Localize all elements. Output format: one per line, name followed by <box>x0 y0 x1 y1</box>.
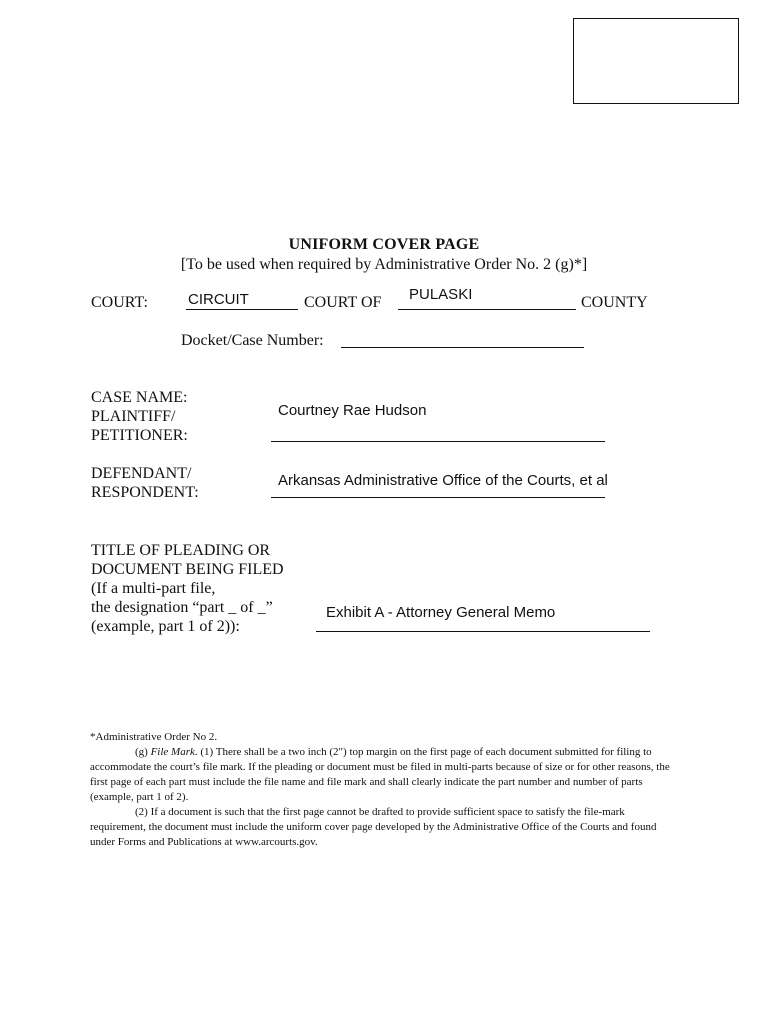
pleading-title-label: TITLE OF PLEADING OR <box>91 542 271 559</box>
footnote <box>90 730 680 850</box>
footnote-file-mark-term: File Mark <box>150 746 195 758</box>
form-subtitle: [To be used when required by Administrative Order No. 2 (g)*] <box>180 256 588 273</box>
defendant-field[interactable]: Arkansas Administrative Office of the Courts, et al <box>278 472 608 489</box>
footnote-paragraph-1 <box>90 745 680 805</box>
court-type-line <box>186 309 298 310</box>
footnote-paragraph-2: (2) If a document is such that the first page cannot be drafted to provide sufficient space to satisfy the file-mark requirement, the document must include the uniform cover page developed by the Administrative Office of the Courts and found under Forms and Publications at www.arcourts.gov. <box>90 806 657 848</box>
multipart-note-line2: the designation “part _ of _” <box>91 599 273 616</box>
document-filed-label: DOCUMENT BEING FILED <box>91 561 284 578</box>
multipart-note-line1: (If a multi-part file, <box>91 580 216 597</box>
court-type-field[interactable]: CIRCUIT <box>188 291 249 308</box>
defendant-line <box>271 497 605 498</box>
footnote-p1-text: . (1) There shall be a two inch (2") top margin on the first page of each document submitted for filing to accommodate the court’s file mark. If the pleading or document must be filed in multi-parts because of size or for other reasons, the first page of each part must include the file name and file mark and shall clearly indicate the part number and number of parts (example, part 1 of 2). <box>90 746 670 803</box>
court-label: COURT: <box>91 294 148 311</box>
county-line <box>398 309 576 310</box>
plaintiff-line <box>271 441 605 442</box>
docket-label: Docket/Case Number: <box>181 332 324 349</box>
respondent-label: RESPONDENT: <box>91 484 199 501</box>
multipart-note-line3: (example, part 1 of 2)): <box>91 618 240 635</box>
court-of-label: COURT OF <box>304 294 382 311</box>
petitioner-label: PETITIONER: <box>91 427 188 444</box>
defendant-label: DEFENDANT/ <box>91 465 192 482</box>
plaintiff-label: PLAINTIFF/ <box>91 408 176 425</box>
case-name-label: CASE NAME: <box>91 389 188 406</box>
county-label: COUNTY <box>581 294 648 311</box>
footnote-heading: *Administrative Order No 2. <box>90 731 218 743</box>
county-field[interactable]: PULASKI <box>409 286 473 303</box>
docket-line <box>341 347 584 348</box>
form-title: UNIFORM COVER PAGE <box>288 236 480 253</box>
pleading-title-field[interactable]: Exhibit A - Attorney General Memo <box>326 604 556 621</box>
plaintiff-field[interactable]: Courtney Rae Hudson <box>278 402 427 419</box>
pleading-line <box>316 631 650 632</box>
file-mark-box <box>573 18 739 104</box>
footnote-p1-prefix: (g) <box>135 746 151 758</box>
